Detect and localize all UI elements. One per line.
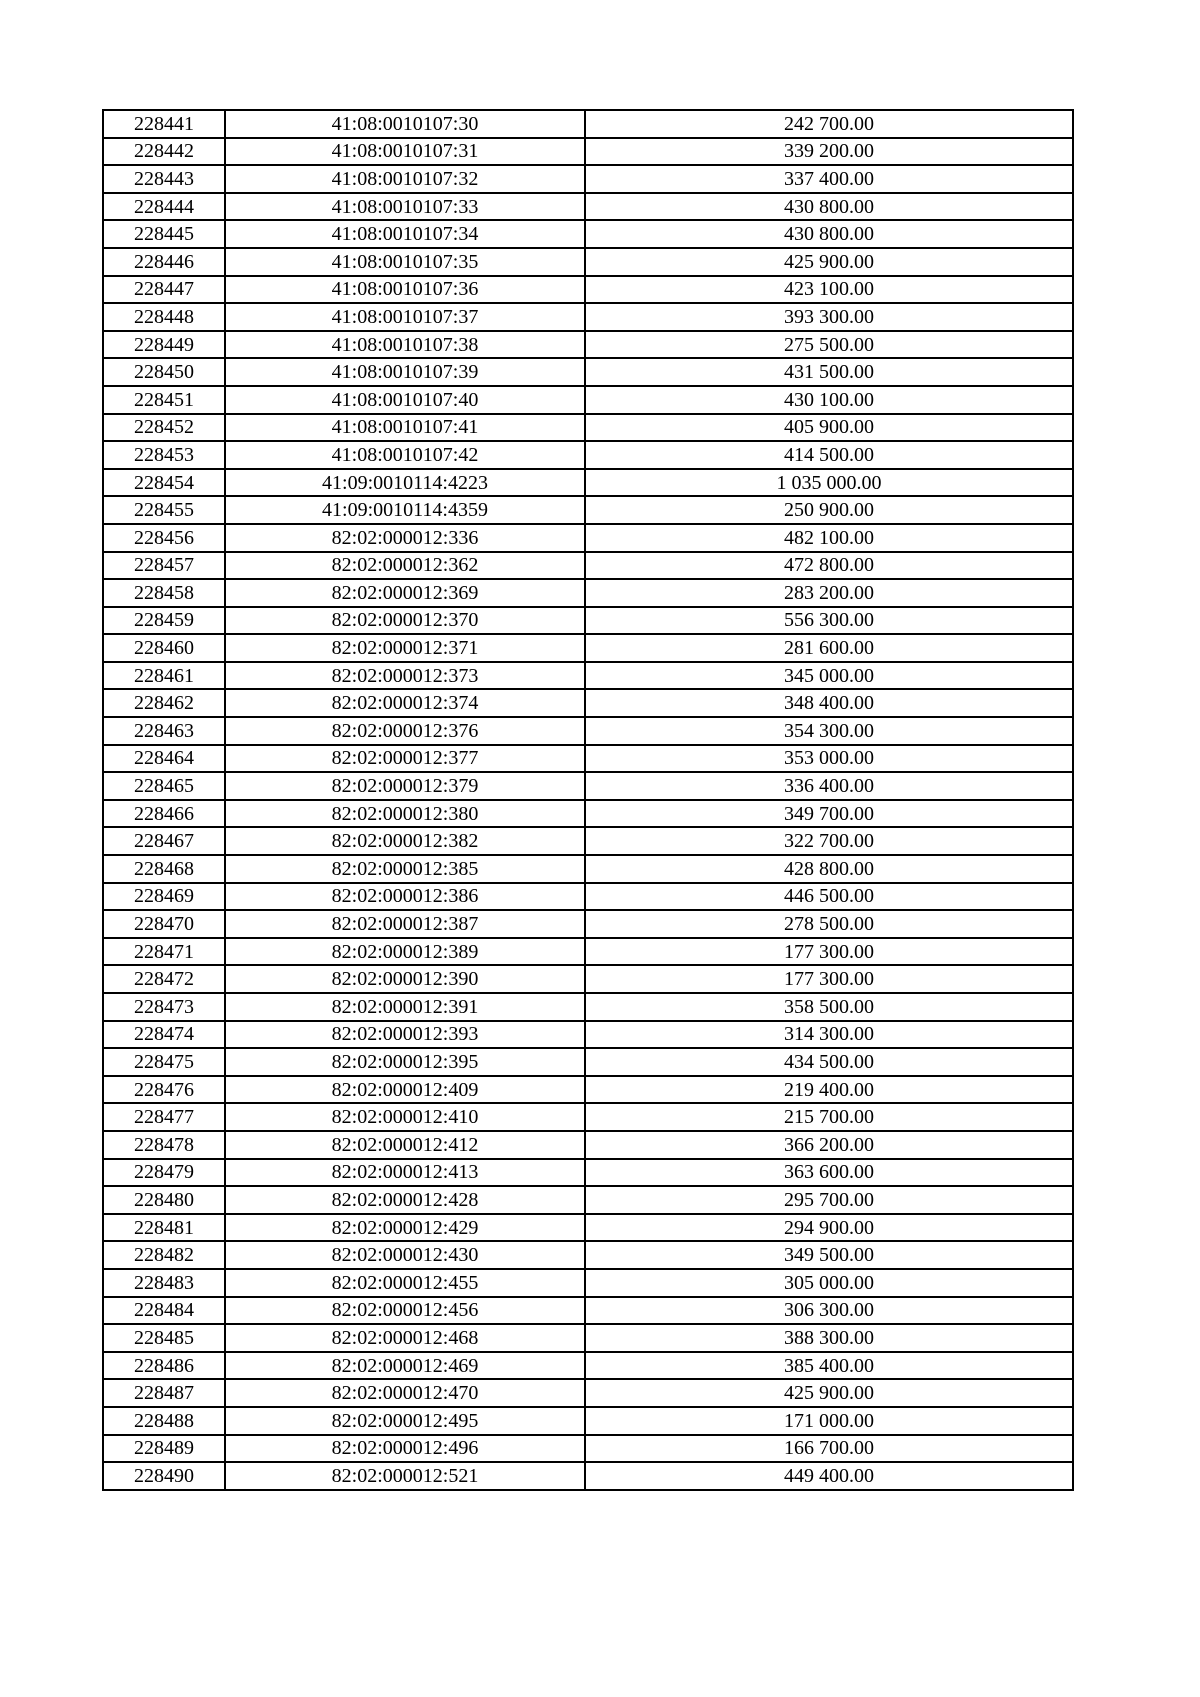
table-row [103, 331, 1073, 359]
row-number-cell: 228456 [103, 524, 225, 552]
table-row [103, 1076, 1073, 1104]
row-number-cell: 228451 [103, 386, 225, 414]
cadastral-number-cell: 41:08:0010107:35 [225, 248, 585, 276]
table-row [103, 772, 1073, 800]
table-row [103, 1131, 1073, 1159]
cadastral-number-cell: 82:02:000012:389 [225, 938, 585, 966]
cadastral-number-cell: 41:08:0010107:39 [225, 358, 585, 386]
table-row [103, 1241, 1073, 1269]
cadastral-value-cell: 354 300.00 [585, 717, 1073, 745]
table-row [103, 1103, 1073, 1131]
cadastral-value-cell: 242 700.00 [585, 110, 1073, 138]
cadastral-number-cell: 41:08:0010107:32 [225, 165, 585, 193]
cadastral-value-cell: 322 700.00 [585, 827, 1073, 855]
cadastral-number-cell: 82:02:000012:496 [225, 1435, 585, 1463]
table-row [103, 138, 1073, 166]
cadastral-number-cell: 82:02:000012:429 [225, 1214, 585, 1242]
cadastral-value-cell: 425 900.00 [585, 248, 1073, 276]
table-row [103, 1048, 1073, 1076]
table-row [103, 1214, 1073, 1242]
row-number-cell: 228479 [103, 1159, 225, 1187]
cadastral-number-cell: 82:02:000012:455 [225, 1269, 585, 1297]
cadastral-value-cell: 358 500.00 [585, 993, 1073, 1021]
row-number-cell: 228460 [103, 634, 225, 662]
row-number-cell: 228481 [103, 1214, 225, 1242]
cadastral-value-cell: 336 400.00 [585, 772, 1073, 800]
cadastral-value-cell: 1 035 000.00 [585, 469, 1073, 497]
table-row [103, 358, 1073, 386]
row-number-cell: 228463 [103, 717, 225, 745]
row-number-cell: 228473 [103, 993, 225, 1021]
cadastral-value-cell: 431 500.00 [585, 358, 1073, 386]
cadastral-value-table [102, 109, 1074, 1491]
cadastral-number-cell: 82:02:000012:362 [225, 552, 585, 580]
row-number-cell: 228444 [103, 193, 225, 221]
cadastral-value-cell: 337 400.00 [585, 165, 1073, 193]
row-number-cell: 228477 [103, 1103, 225, 1131]
row-number-cell: 228466 [103, 800, 225, 828]
cadastral-number-cell: 82:02:000012:470 [225, 1379, 585, 1407]
cadastral-value-cell: 428 800.00 [585, 855, 1073, 883]
table-row [103, 607, 1073, 635]
cadastral-value-cell: 177 300.00 [585, 965, 1073, 993]
row-number-cell: 228488 [103, 1407, 225, 1435]
table-row [103, 855, 1073, 883]
row-number-cell: 228487 [103, 1379, 225, 1407]
cadastral-value-cell: 556 300.00 [585, 607, 1073, 635]
cadastral-number-cell: 82:02:000012:369 [225, 579, 585, 607]
table-row [103, 1269, 1073, 1297]
row-number-cell: 228453 [103, 441, 225, 469]
cadastral-value-cell: 283 200.00 [585, 579, 1073, 607]
cadastral-value-cell: 215 700.00 [585, 1103, 1073, 1131]
table-row [103, 496, 1073, 524]
table-row [103, 552, 1073, 580]
cadastral-number-cell: 82:02:000012:370 [225, 607, 585, 635]
cadastral-value-cell: 219 400.00 [585, 1076, 1073, 1104]
row-number-cell: 228458 [103, 579, 225, 607]
cadastral-value-cell: 385 400.00 [585, 1352, 1073, 1380]
table-row [103, 386, 1073, 414]
cadastral-number-cell: 41:08:0010107:38 [225, 331, 585, 359]
row-number-cell: 228455 [103, 496, 225, 524]
cadastral-value-cell: 295 700.00 [585, 1186, 1073, 1214]
cadastral-value-cell: 393 300.00 [585, 303, 1073, 331]
cadastral-number-cell: 41:08:0010107:37 [225, 303, 585, 331]
row-number-cell: 228489 [103, 1435, 225, 1463]
cadastral-number-cell: 82:02:000012:430 [225, 1241, 585, 1269]
table-row [103, 662, 1073, 690]
cadastral-value-cell: 275 500.00 [585, 331, 1073, 359]
cadastral-value-cell: 434 500.00 [585, 1048, 1073, 1076]
row-number-cell: 228482 [103, 1241, 225, 1269]
row-number-cell: 228452 [103, 414, 225, 442]
cadastral-number-cell: 82:02:000012:374 [225, 689, 585, 717]
cadastral-number-cell: 41:08:0010107:34 [225, 220, 585, 248]
cadastral-value-cell: 425 900.00 [585, 1379, 1073, 1407]
cadastral-value-cell: 472 800.00 [585, 552, 1073, 580]
row-number-cell: 228485 [103, 1324, 225, 1352]
cadastral-number-cell: 82:02:000012:390 [225, 965, 585, 993]
row-number-cell: 228478 [103, 1131, 225, 1159]
cadastral-number-cell: 82:02:000012:371 [225, 634, 585, 662]
row-number-cell: 228443 [103, 165, 225, 193]
row-number-cell: 228457 [103, 552, 225, 580]
table-row [103, 248, 1073, 276]
row-number-cell: 228469 [103, 883, 225, 911]
table-row [103, 910, 1073, 938]
cadastral-value-cell: 345 000.00 [585, 662, 1073, 690]
cadastral-number-cell: 41:08:0010107:33 [225, 193, 585, 221]
cadastral-number-cell: 41:08:0010107:42 [225, 441, 585, 469]
row-number-cell: 228464 [103, 745, 225, 773]
cadastral-number-cell: 82:02:000012:393 [225, 1021, 585, 1049]
cadastral-number-cell: 82:02:000012:456 [225, 1297, 585, 1325]
cadastral-number-cell: 82:02:000012:377 [225, 745, 585, 773]
row-number-cell: 228474 [103, 1021, 225, 1049]
cadastral-number-cell: 82:02:000012:428 [225, 1186, 585, 1214]
table-row [103, 1379, 1073, 1407]
cadastral-number-cell: 82:02:000012:376 [225, 717, 585, 745]
cadastral-number-cell: 82:02:000012:521 [225, 1462, 585, 1490]
table-row [103, 1435, 1073, 1463]
row-number-cell: 228483 [103, 1269, 225, 1297]
table-row [103, 469, 1073, 497]
cadastral-number-cell: 41:08:0010107:36 [225, 276, 585, 304]
cadastral-number-cell: 82:02:000012:387 [225, 910, 585, 938]
cadastral-value-cell: 446 500.00 [585, 883, 1073, 911]
table-row [103, 579, 1073, 607]
cadastral-value-cell: 430 100.00 [585, 386, 1073, 414]
row-number-cell: 228441 [103, 110, 225, 138]
cadastral-value-cell: 405 900.00 [585, 414, 1073, 442]
cadastral-number-cell: 82:02:000012:385 [225, 855, 585, 883]
table-row [103, 1324, 1073, 1352]
cadastral-value-cell: 166 700.00 [585, 1435, 1073, 1463]
row-number-cell: 228447 [103, 276, 225, 304]
cadastral-number-cell: 82:02:000012:413 [225, 1159, 585, 1187]
cadastral-number-cell: 82:02:000012:410 [225, 1103, 585, 1131]
table-row [103, 1407, 1073, 1435]
row-number-cell: 228450 [103, 358, 225, 386]
cadastral-value-cell: 305 000.00 [585, 1269, 1073, 1297]
row-number-cell: 228475 [103, 1048, 225, 1076]
cadastral-number-cell: 82:02:000012:336 [225, 524, 585, 552]
table-row [103, 303, 1073, 331]
row-number-cell: 228465 [103, 772, 225, 800]
cadastral-value-cell: 449 400.00 [585, 1462, 1073, 1490]
table-row [103, 993, 1073, 1021]
table-row [103, 1159, 1073, 1187]
table-row [103, 1021, 1073, 1049]
cadastral-number-cell: 41:08:0010107:40 [225, 386, 585, 414]
row-number-cell: 228484 [103, 1297, 225, 1325]
row-number-cell: 228459 [103, 607, 225, 635]
cadastral-number-cell: 41:08:0010107:41 [225, 414, 585, 442]
cadastral-number-cell: 82:02:000012:495 [225, 1407, 585, 1435]
row-number-cell: 228490 [103, 1462, 225, 1490]
cadastral-value-cell: 278 500.00 [585, 910, 1073, 938]
table-row [103, 524, 1073, 552]
cadastral-number-cell: 82:02:000012:382 [225, 827, 585, 855]
table-row [103, 165, 1073, 193]
table-row [103, 827, 1073, 855]
table-row [103, 193, 1073, 221]
table-row [103, 110, 1073, 138]
cadastral-value-cell: 294 900.00 [585, 1214, 1073, 1242]
cadastral-value-cell: 366 200.00 [585, 1131, 1073, 1159]
table-body [103, 110, 1073, 1490]
cadastral-value-cell: 171 000.00 [585, 1407, 1073, 1435]
table-row [103, 883, 1073, 911]
table-row [103, 441, 1073, 469]
cadastral-number-cell: 82:02:000012:379 [225, 772, 585, 800]
table-row [103, 800, 1073, 828]
table-row [103, 938, 1073, 966]
cadastral-value-cell: 250 900.00 [585, 496, 1073, 524]
cadastral-value-cell: 314 300.00 [585, 1021, 1073, 1049]
table-row [103, 276, 1073, 304]
cadastral-value-cell: 423 100.00 [585, 276, 1073, 304]
table-row [103, 220, 1073, 248]
row-number-cell: 228448 [103, 303, 225, 331]
cadastral-number-cell: 82:02:000012:395 [225, 1048, 585, 1076]
cadastral-value-cell: 353 000.00 [585, 745, 1073, 773]
row-number-cell: 228486 [103, 1352, 225, 1380]
table-row [103, 717, 1073, 745]
cadastral-value-cell: 349 700.00 [585, 800, 1073, 828]
cadastral-number-cell: 82:02:000012:373 [225, 662, 585, 690]
cadastral-value-cell: 414 500.00 [585, 441, 1073, 469]
table-row [103, 965, 1073, 993]
cadastral-number-cell: 82:02:000012:380 [225, 800, 585, 828]
cadastral-number-cell: 82:02:000012:469 [225, 1352, 585, 1380]
table-row [103, 1462, 1073, 1490]
cadastral-number-cell: 41:08:0010107:30 [225, 110, 585, 138]
cadastral-value-cell: 388 300.00 [585, 1324, 1073, 1352]
cadastral-value-cell: 430 800.00 [585, 193, 1073, 221]
cadastral-value-cell: 339 200.00 [585, 138, 1073, 166]
row-number-cell: 228442 [103, 138, 225, 166]
cadastral-value-cell: 348 400.00 [585, 689, 1073, 717]
row-number-cell: 228471 [103, 938, 225, 966]
cadastral-value-cell: 430 800.00 [585, 220, 1073, 248]
table-row [103, 1186, 1073, 1214]
table-row [103, 1352, 1073, 1380]
row-number-cell: 228454 [103, 469, 225, 497]
cadastral-value-cell: 363 600.00 [585, 1159, 1073, 1187]
row-number-cell: 228468 [103, 855, 225, 883]
table-row [103, 634, 1073, 662]
cadastral-value-cell: 177 300.00 [585, 938, 1073, 966]
cadastral-number-cell: 82:02:000012:468 [225, 1324, 585, 1352]
row-number-cell: 228462 [103, 689, 225, 717]
cadastral-number-cell: 41:08:0010107:31 [225, 138, 585, 166]
table-row [103, 745, 1073, 773]
row-number-cell: 228480 [103, 1186, 225, 1214]
cadastral-number-cell: 41:09:0010114:4359 [225, 496, 585, 524]
row-number-cell: 228470 [103, 910, 225, 938]
row-number-cell: 228449 [103, 331, 225, 359]
row-number-cell: 228476 [103, 1076, 225, 1104]
cadastral-value-cell: 349 500.00 [585, 1241, 1073, 1269]
row-number-cell: 228446 [103, 248, 225, 276]
cadastral-number-cell: 41:09:0010114:4223 [225, 469, 585, 497]
cadastral-number-cell: 82:02:000012:409 [225, 1076, 585, 1104]
row-number-cell: 228461 [103, 662, 225, 690]
cadastral-value-cell: 281 600.00 [585, 634, 1073, 662]
row-number-cell: 228445 [103, 220, 225, 248]
row-number-cell: 228472 [103, 965, 225, 993]
cadastral-value-cell: 306 300.00 [585, 1297, 1073, 1325]
table-row [103, 414, 1073, 442]
row-number-cell: 228467 [103, 827, 225, 855]
cadastral-number-cell: 82:02:000012:412 [225, 1131, 585, 1159]
cadastral-value-cell: 482 100.00 [585, 524, 1073, 552]
table-row [103, 1297, 1073, 1325]
cadastral-number-cell: 82:02:000012:391 [225, 993, 585, 1021]
cadastral-number-cell: 82:02:000012:386 [225, 883, 585, 911]
table-row [103, 689, 1073, 717]
